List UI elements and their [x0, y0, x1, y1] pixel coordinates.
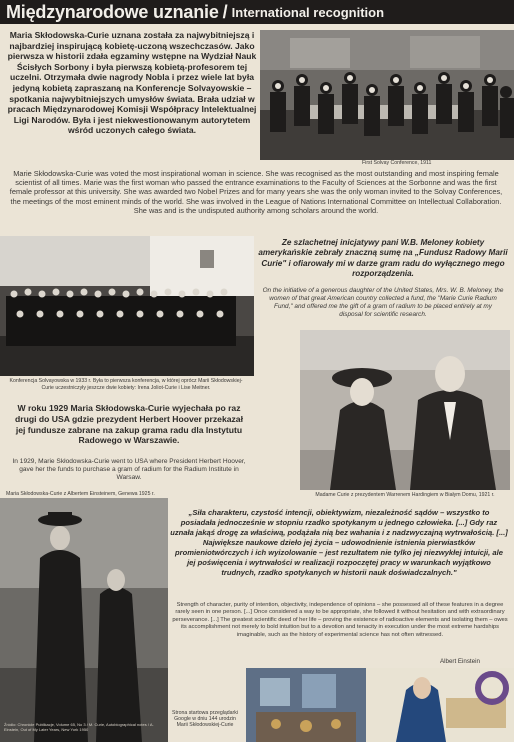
intro-text-polish: Maria Skłodowska-Curie uznana została za najwybitniejszą i najbardziej inspirującą kobietę-uczoną wszechczasów. Jako pierwsza w historii zdała egzaminy wstępne na Wydział Nauk Ścisłych Sorbony i była pierwszą kobietą-profesorem tej uczelni. Otrzymała dwie nagrody Nobla i przez wiele lat była jedyną kobietą zapraszaną na Konferencje Solvayowskie – spotkania najwybitniejszych umysłów świata. Brała udział w pracach Międzynarodowej Komisji Współpracy Intelektualnej Ligi Narodów. Była i jest niekwestionowanym autorytetem wśród uczonych całego świata.: [7, 30, 257, 136]
curie-einstein-caption: Maria Skłodowska-Curie z Albertem Einsteinem, Genewa 1925 r.: [6, 491, 155, 497]
curie-harding-photo: [300, 330, 510, 490]
curie-harding-caption: Madame Curie z prezydentem Warrenem Hardingiem w Białym Domu, 1921 r.: [315, 492, 495, 498]
radium-fund-text-english: On the initiative of a generous daughter of the United States, Mrs. W. B. Meloney, the women of that great American country collected a fund, the "Marie Curie Radium Fund," and offered me the gift of a gram of radium to be placed entirely at my disposal for scientific research.: [262, 287, 504, 318]
page-title-polish: Międzynarodowe uznanie: [6, 1, 219, 22]
einstein-quote-english: Strength of character, purity of intention, objectivity, independence of opinions – she possessed all of these features in a degree rarely seen in one person. [...] Once considered a way to be appropriate, she followed it without hesitation and with extraordinary perseverance. [...] The greatest scientific deed of her life – proving the existence of radioactive elements and isolating them – owes its accomplishment not merely to bold intuition but to a devotion and tenacity in execution under the most extreme hardships imaginable, such as the history of experimental science has not often witnessed.: [172, 602, 508, 638]
google-doodle-caption: Strona startowa przeglądarki Google w dniu 144 urodzin Marii Skłodowskiej-Curie: [171, 710, 239, 728]
intro-text-english: Marie Skłodowska-Curie was voted the most inspirational woman in science. She was recognised as the most outstanding and most inspiring female scientist of all times. Marie was the first woman who passed the entrance examinations to the Faculty of Sciences at the Sorbonne and was the first female professor at this university. She was awarded two Nobel Prizes and for many years she was the only woman invited to the Solvay Conferences, the meetings of the most eminent minds of the world. She was involved in the League of Nations International Committee on Intellectual Collaboration. She was and is the undisputed authority among scholars around the world.: [9, 169, 503, 215]
quote-author: Albert Einstein: [440, 658, 480, 665]
solvay-1933-photo: [0, 236, 254, 376]
title-bar: [0, 0, 514, 24]
radium-fund-text-polish: Ze szlachetnej inicjatywy pani W.B. Meloney kobiety amerykańskie zebrały znaczną sumę na „Fundusz Radowy Marii Curie" i ofiarowały mi w darze gram radu do wyłącznego mego rozporządzenia.: [258, 238, 508, 279]
source-credit: Źródło: Chronicle Publikacje, Volume 65, No 3 / M. Curie, Autobiographical notes / A. Einstein, Out of My Later Years, New York 1950: [4, 722, 154, 732]
title-separator: /: [222, 1, 228, 22]
solvay-1911-caption: First Solvay Conference, 1911: [362, 160, 432, 166]
google-doodle-image: [246, 668, 514, 742]
solvay-1911-photo: [260, 30, 514, 160]
curie-einstein-photo: [0, 498, 168, 742]
hoover-text-polish: W roku 1929 Maria Skłodowska-Curie wyjechała po raz drugi do USA gdzie prezydent Herbert Hoover przekazał jej fundusze zabrane na zakup grama radu dla Instytutu Radowego w Warszawie.: [15, 403, 243, 446]
hoover-text-english: In 1929, Marie Skłodowska-Curie went to USA where President Herbert Hoover, gave her the funds to purchase a gram of radium for the Radium Institute in Warsaw.: [12, 458, 246, 482]
einstein-quote-polish: „Siła charakteru, czystość intencji, obiektywizm, niezależność sądów – wszystko to posiadała jednocześnie w stopniu rzadko spotykanym u jednego człowieka. [...] Gdy raz uznała jakąś drogę za właściwą, podążała nią bez wahania i z nadzwyczajną wytrwałością. [...] Największe naukowe dzieło jej życia – udowodnienie istnienia pierwiastków promieniotwórczych i ich wyizolowanie – jest rezultatem nie tylko jej niezwykłej intuicji, ale jej poświęcenia i wytrwałości w realizacji rozpoczętej pracy w warunkach wyjątkowo trudnych, rzadko spotykanych w historii nauk doświadczalnych.": [170, 508, 508, 577]
page-title-english: International recognition: [231, 4, 385, 20]
solvay-1933-caption: Konferencja Solvayowska w 1933 r. Była to pierwsza konferencja, w której oprócz Marii Skłodowskiej-Curie uczestniczyły jeszcze dwie kobiety: Irena Joliot-Curie i Lise Meitner.: [9, 378, 243, 391]
